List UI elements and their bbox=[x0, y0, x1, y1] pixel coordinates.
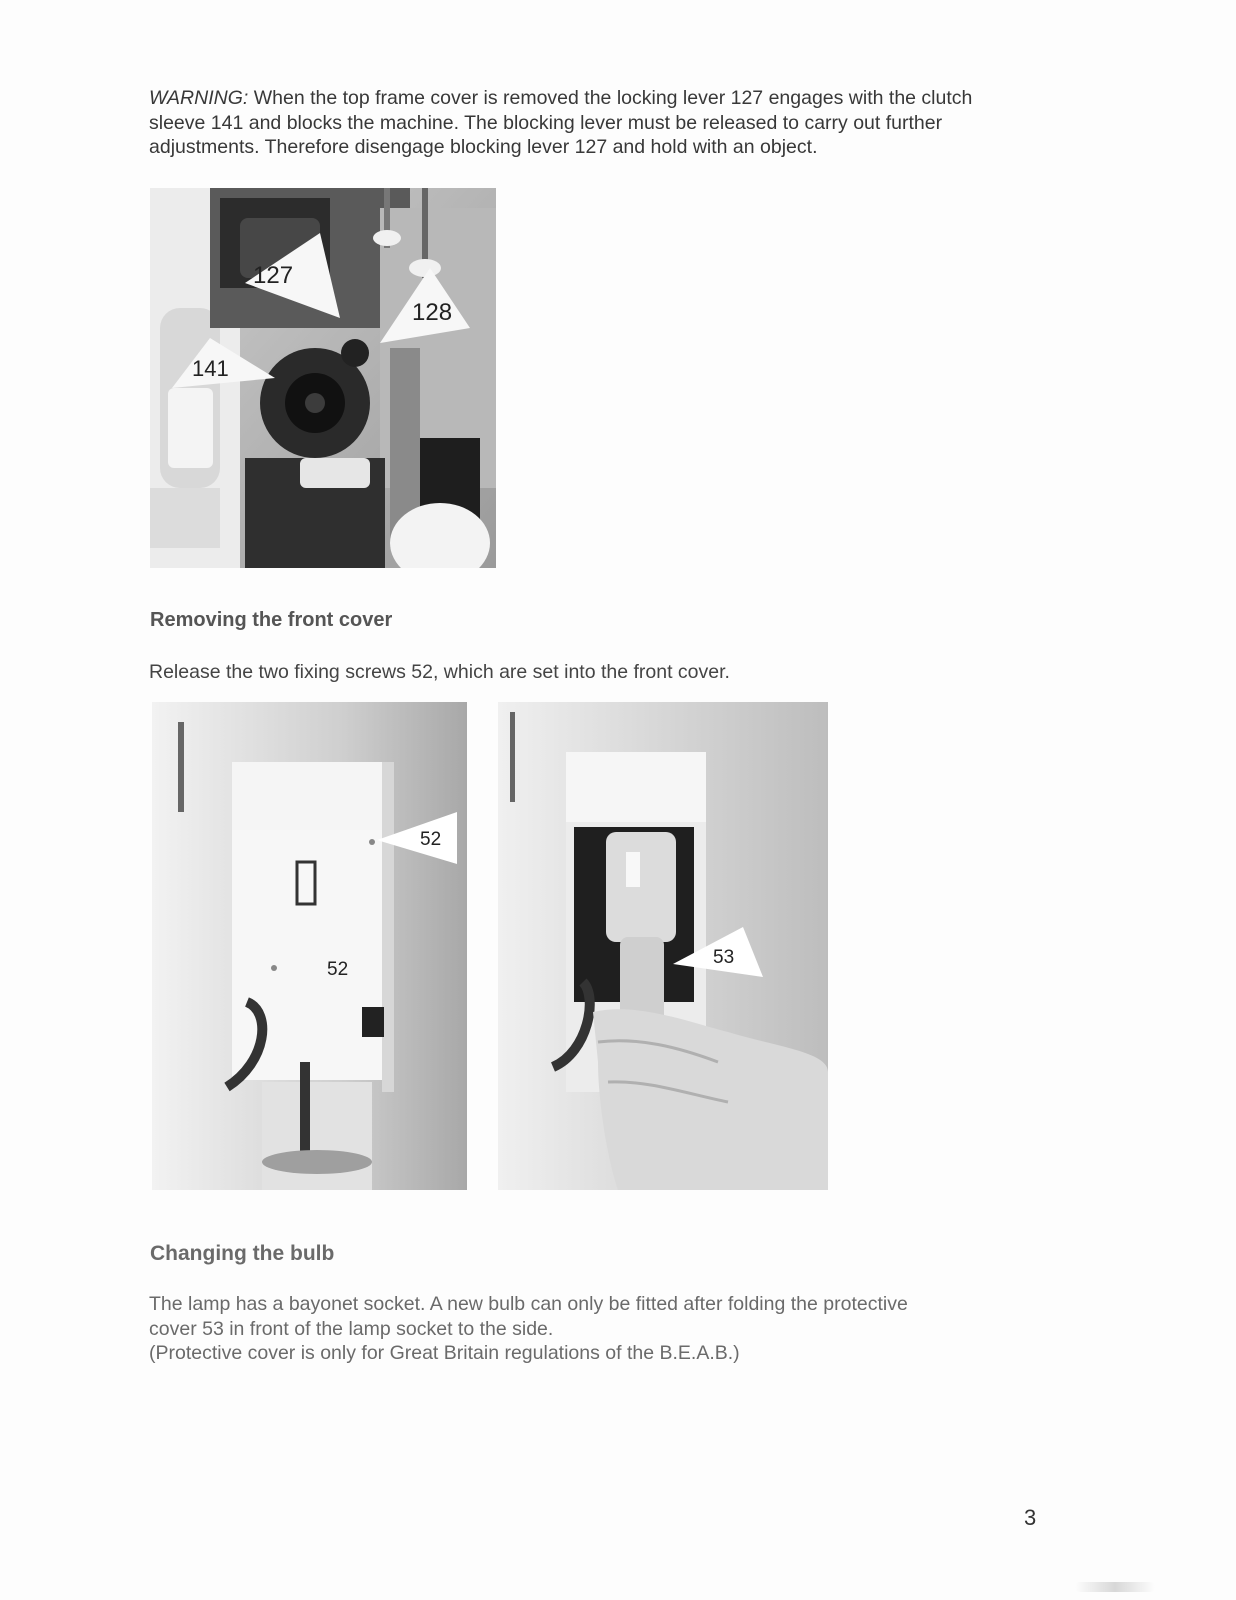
callout-53: 53 bbox=[713, 947, 735, 968]
scan-smudge bbox=[1075, 1582, 1155, 1592]
callout-52-top: 52 bbox=[420, 829, 442, 850]
callout-52-bottom: 52 bbox=[327, 959, 349, 980]
paragraph-changing-bulb bbox=[149, 1292, 1029, 1366]
warning-label: WARNING: bbox=[149, 87, 249, 109]
heading-changing-bulb: Changing the bulb bbox=[150, 1242, 335, 1265]
heading-removing-front-cover: Removing the front cover bbox=[150, 609, 393, 631]
warning-paragraph bbox=[149, 86, 1029, 160]
bulb-text-line-3: (Protective cover is only for Great Britain regulations of the B.E.A.B.) bbox=[149, 1342, 740, 1364]
warning-text: When the top frame cover is removed the locking lever 127 engages with the clutch sleeve 141 and blocks the machine. The blocking lever must be released to carry out further adjustments. Therefore disengage blocking lever 127 and hold with an object. bbox=[149, 87, 973, 158]
figure-front-cover-photo bbox=[152, 702, 467, 1190]
bulb-text-line-2: cover 53 in front of the lamp socket to the side. bbox=[149, 1317, 554, 1340]
callout-128: 128 bbox=[412, 299, 453, 326]
callout-141: 141 bbox=[192, 356, 229, 381]
bulb-text-line-1: The lamp has a bayonet socket. A new bulb can only be fitted after folding the protective bbox=[149, 1293, 908, 1315]
figure-top-frame-photo bbox=[150, 188, 496, 568]
figure-lamp-socket-photo bbox=[498, 702, 828, 1190]
callout-127: 127 bbox=[253, 262, 294, 289]
paragraph-release-screws: Release the two fixing screws 52, which are set into the front cover. bbox=[149, 661, 730, 683]
page-number: 3 bbox=[1024, 1505, 1037, 1530]
